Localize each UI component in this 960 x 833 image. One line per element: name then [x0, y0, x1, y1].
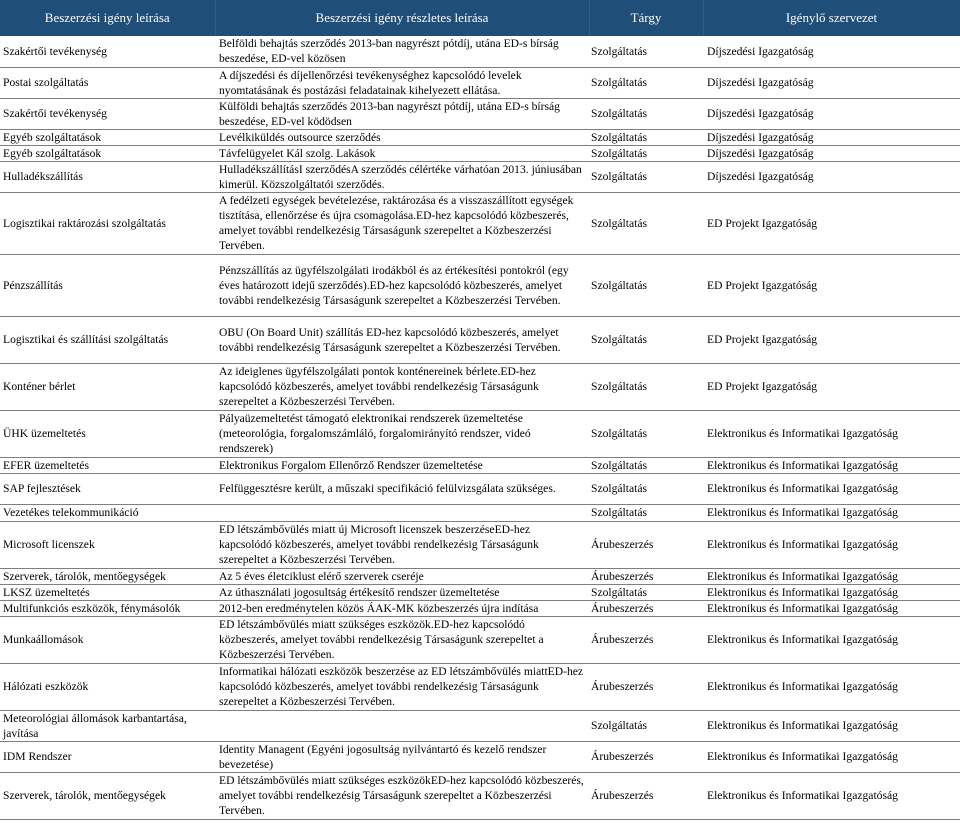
- header-subject: Tárgy: [589, 0, 703, 36]
- cell-description: Logisztikai és szállítási szolgáltatás: [0, 316, 215, 363]
- cell-subject: Árubeszerzés: [589, 663, 703, 710]
- cell-requester: ED Projekt Igazgatóság: [703, 192, 960, 254]
- cell-description: SAP fejlesztések: [0, 473, 215, 504]
- cell-subject: Szolgáltatás: [589, 36, 703, 67]
- cell-requester: Díjszedési Igazgatóság: [703, 129, 960, 145]
- table-row: [0, 67, 960, 98]
- cell-requester: ED Projekt Igazgatóság: [703, 363, 960, 410]
- cell-requester: ED Projekt Igazgatóság: [703, 316, 960, 363]
- cell-subject: Szolgáltatás: [589, 504, 703, 521]
- cell-description: Szakértői tevékenység: [0, 36, 215, 67]
- cell-requester: Elektronikus és Informatikai Igazgatóság: [703, 741, 960, 772]
- cell-description: Postai szolgáltatás: [0, 67, 215, 98]
- cell-description: Egyéb szolgáltatások: [0, 129, 215, 145]
- table-row: [0, 363, 960, 410]
- header-details: Beszerzési igény részletes leírása: [215, 0, 589, 36]
- cell-details: HulladékszállításI szerződésA szerződés célértéke várhatóan 2013. júniusában kimerül. Közszolgáltatói szerződés.: [215, 161, 589, 192]
- cell-subject: Szolgáltatás: [589, 145, 703, 161]
- table-row: [0, 254, 960, 316]
- header-description: Beszerzési igény leírása: [0, 0, 215, 36]
- cell-subject: Árubeszerzés: [589, 600, 703, 616]
- table-row: [0, 192, 960, 254]
- cell-details: OBU (On Board Unit) szállítás ED-hez kapcsolódó közbeszerés, amelyet további rendelkezésig Társaságunk szerepeltet a Közbeszerzési Tervében.: [215, 316, 589, 363]
- cell-requester: Elektronikus és Informatikai Igazgatóság: [703, 473, 960, 504]
- cell-subject: Szolgáltatás: [589, 161, 703, 192]
- cell-description: Logisztikai raktározási szolgáltatás: [0, 192, 215, 254]
- cell-details: Elektronikus Forgalom Ellenőrző Rendszer üzemeltetése: [215, 457, 589, 473]
- cell-details: Pályaüzemeltetést támogató elektronikai rendszerek üzemeltetése (meteorológia, forgalomszámláló, forgalomirányító rendszer, videó rendszerek): [215, 410, 589, 457]
- cell-description: LKSZ üzemeltetés: [0, 584, 215, 600]
- cell-description: Hulladékszállítás: [0, 161, 215, 192]
- cell-requester: Elektronikus és Informatikai Igazgatóság: [703, 568, 960, 584]
- cell-subject: Árubeszerzés: [589, 616, 703, 663]
- cell-requester: Elektronikus és Informatikai Igazgatóság: [703, 616, 960, 663]
- cell-requester: Díjszedési Igazgatóság: [703, 98, 960, 129]
- table-row: [0, 129, 960, 145]
- header-requester: Igénylő szervezet: [703, 0, 960, 36]
- cell-details: Identity Managent (Egyéni jogosultság nyilvántartó és kezelő rendszer bevezetése): [215, 741, 589, 772]
- cell-description: ÜHK üzemeltetés: [0, 410, 215, 457]
- cell-requester: Elektronikus és Informatikai Igazgatóság: [703, 600, 960, 616]
- cell-description: IDM Rendszer: [0, 741, 215, 772]
- cell-description: Hálózati eszközök: [0, 663, 215, 710]
- table-row: [0, 161, 960, 192]
- cell-subject: Árubeszerzés: [589, 741, 703, 772]
- cell-description: Pénzszállítás: [0, 254, 215, 316]
- cell-description: Szakértői tevékenység: [0, 98, 215, 129]
- cell-description: Szerverek, tárolók, mentőegységek: [0, 568, 215, 584]
- cell-requester: Elektronikus és Informatikai Igazgatóság: [703, 521, 960, 568]
- cell-details: Az 5 éves életciklust elérő szerverek cseréje: [215, 568, 589, 584]
- table-row: [0, 568, 960, 584]
- cell-subject: Szolgáltatás: [589, 129, 703, 145]
- cell-subject: Szolgáltatás: [589, 473, 703, 504]
- table-row: [0, 521, 960, 568]
- cell-description: Vezetékes telekommunikáció: [0, 504, 215, 521]
- cell-subject: Szolgáltatás: [589, 584, 703, 600]
- cell-requester: Elektronikus és Informatikai Igazgatóság: [703, 710, 960, 741]
- cell-details: Levélkiküldés outsource szerződés: [215, 129, 589, 145]
- cell-details: Az ideiglenes ügyfélszolgálati pontok konténereinek bérlete.ED-hez kapcsolódó közbeszerés, amelyet további rendelkezésig Társaságunk szerepeltet a Közbeszerzési Tervében.: [215, 363, 589, 410]
- table-row: [0, 316, 960, 363]
- cell-description: Konténer bérlet: [0, 363, 215, 410]
- table-row: [0, 410, 960, 457]
- cell-description: Egyéb szolgáltatások: [0, 145, 215, 161]
- cell-description: Multifunkciós eszközök, fénymásolók: [0, 600, 215, 616]
- cell-requester: ED Projekt Igazgatóság: [703, 254, 960, 316]
- cell-details: Az úthasználati jogosultság értékesítő rendszer üzemeltetése: [215, 584, 589, 600]
- cell-requester: Elektronikus és Informatikai Igazgatóság: [703, 584, 960, 600]
- cell-details: [215, 504, 589, 521]
- cell-subject: Szolgáltatás: [589, 98, 703, 129]
- table-row: [0, 663, 960, 710]
- cell-details: ED létszámbővülés miatt szükséges eszközök.ED-hez kapcsolódó közbeszerés, amelyet további rendelkezésig Társaságunk szerepeltet a Közbeszerzési Tervében.: [215, 616, 589, 663]
- cell-details: A fedélzeti egységek bevételezése, raktározása és a visszaszállított egységek tisztítása, ellenőrzése és újra csomagolása.ED-hez kapcsolódó közbeszerés, amelyet további rendelkezésig Társaságunk szerepeltet a Közbeszerzési Tervében.: [215, 192, 589, 254]
- cell-details: ED létszámbővülés miatt szükséges eszközökED-hez kapcsolódó közbeszerés, amelyet további rendelkezésig Társaságunk szerepeltet a Közbeszerzési Tervében.: [215, 772, 589, 819]
- cell-details: Külföldi behajtás szerződés 2013-ban nagyrészt pótdíj, utána ED-s bírság beszedése, ED-vel ködödsen: [215, 98, 589, 129]
- table-row: [0, 741, 960, 772]
- cell-subject: Szolgáltatás: [589, 254, 703, 316]
- cell-description: Munkaállomások: [0, 616, 215, 663]
- cell-requester: Díjszedési Igazgatóság: [703, 161, 960, 192]
- cell-description: Szerverek, tárolók, mentőegységek: [0, 772, 215, 819]
- cell-subject: Szolgáltatás: [589, 363, 703, 410]
- cell-description: EFER üzemeltetés: [0, 457, 215, 473]
- table-row: [0, 772, 960, 819]
- cell-subject: Szolgáltatás: [589, 192, 703, 254]
- cell-details: Távfelügyelet Kál szolg. Lakások: [215, 145, 589, 161]
- cell-requester: Elektronikus és Informatikai Igazgatóság: [703, 772, 960, 819]
- table-row: [0, 584, 960, 600]
- cell-requester: Elektronikus és Informatikai Igazgatóság: [703, 410, 960, 457]
- cell-requester: Elektronikus és Informatikai Igazgatóság: [703, 504, 960, 521]
- cell-details: ED létszámbővülés miatt új Microsoft licenszek beszerzéseED-hez kapcsolódó közbeszerés, amelyet további rendelkezésig Társaságunk szerepeltet a Közbeszerzési Tervében.: [215, 521, 589, 568]
- table-body: [0, 36, 960, 819]
- cell-subject: Szolgáltatás: [589, 316, 703, 363]
- cell-details: Informatikai hálózati eszközök beszerzése az ED létszámbővülés miattED-hez kapcsolódó közbeszerés, amelyet további rendelkezésig Társaságunk szerepeltet a Közbeszerzési Tervében.: [215, 663, 589, 710]
- table-row: [0, 457, 960, 473]
- cell-details: [215, 710, 589, 741]
- cell-requester: Elektronikus és Informatikai Igazgatóság: [703, 457, 960, 473]
- cell-subject: Árubeszerzés: [589, 568, 703, 584]
- cell-subject: Szolgáltatás: [589, 710, 703, 741]
- cell-details: A díjszedési és díjellenőrzési tevékenységhez kapcsolódó levelek nyomtatásának és postázási feladatainak kihelyezett ellátása.: [215, 67, 589, 98]
- cell-subject: Árubeszerzés: [589, 521, 703, 568]
- cell-description: Microsoft licenszek: [0, 521, 215, 568]
- table-row: [0, 600, 960, 616]
- table-row: [0, 616, 960, 663]
- table-row: [0, 473, 960, 504]
- cell-details: Felfüggesztésre került, a műszaki specifikáció felülvizsgálata szükséges.: [215, 473, 589, 504]
- cell-description: Meteorológiai állomások karbantartása, javítása: [0, 710, 215, 741]
- cell-requester: Díjszedési Igazgatóság: [703, 36, 960, 67]
- table-row: [0, 36, 960, 67]
- table-row: [0, 98, 960, 129]
- cell-details: Belföldi behajtás szerződés 2013-ban nagyrészt pótdíj, utána ED-s bírság beszedése, ED-vel közösen: [215, 36, 589, 67]
- cell-subject: Szolgáltatás: [589, 457, 703, 473]
- table-row: [0, 145, 960, 161]
- table-row: [0, 710, 960, 741]
- cell-subject: Szolgáltatás: [589, 410, 703, 457]
- cell-requester: Díjszedési Igazgatóság: [703, 145, 960, 161]
- cell-details: 2012-ben eredménytelen közös ÁAK-MK közbeszerzés újra indítása: [215, 600, 589, 616]
- cell-details: Pénzszállítás az ügyfélszolgálati irodákból és az értékesítési pontokról (egy éves határozott idejű szerződés).ED-hez kapcsolódó közbeszerés, amelyet további rendelkezésig Társaságunk szerepeltet a Közbeszerzési Tervében.: [215, 254, 589, 316]
- table-header-row: [0, 0, 960, 36]
- table-row: [0, 504, 960, 521]
- cell-requester: Díjszedési Igazgatóság: [703, 67, 960, 98]
- cell-subject: Árubeszerzés: [589, 772, 703, 819]
- cell-subject: Szolgáltatás: [589, 67, 703, 98]
- cell-requester: Elektronikus és Informatikai Igazgatóság: [703, 663, 960, 710]
